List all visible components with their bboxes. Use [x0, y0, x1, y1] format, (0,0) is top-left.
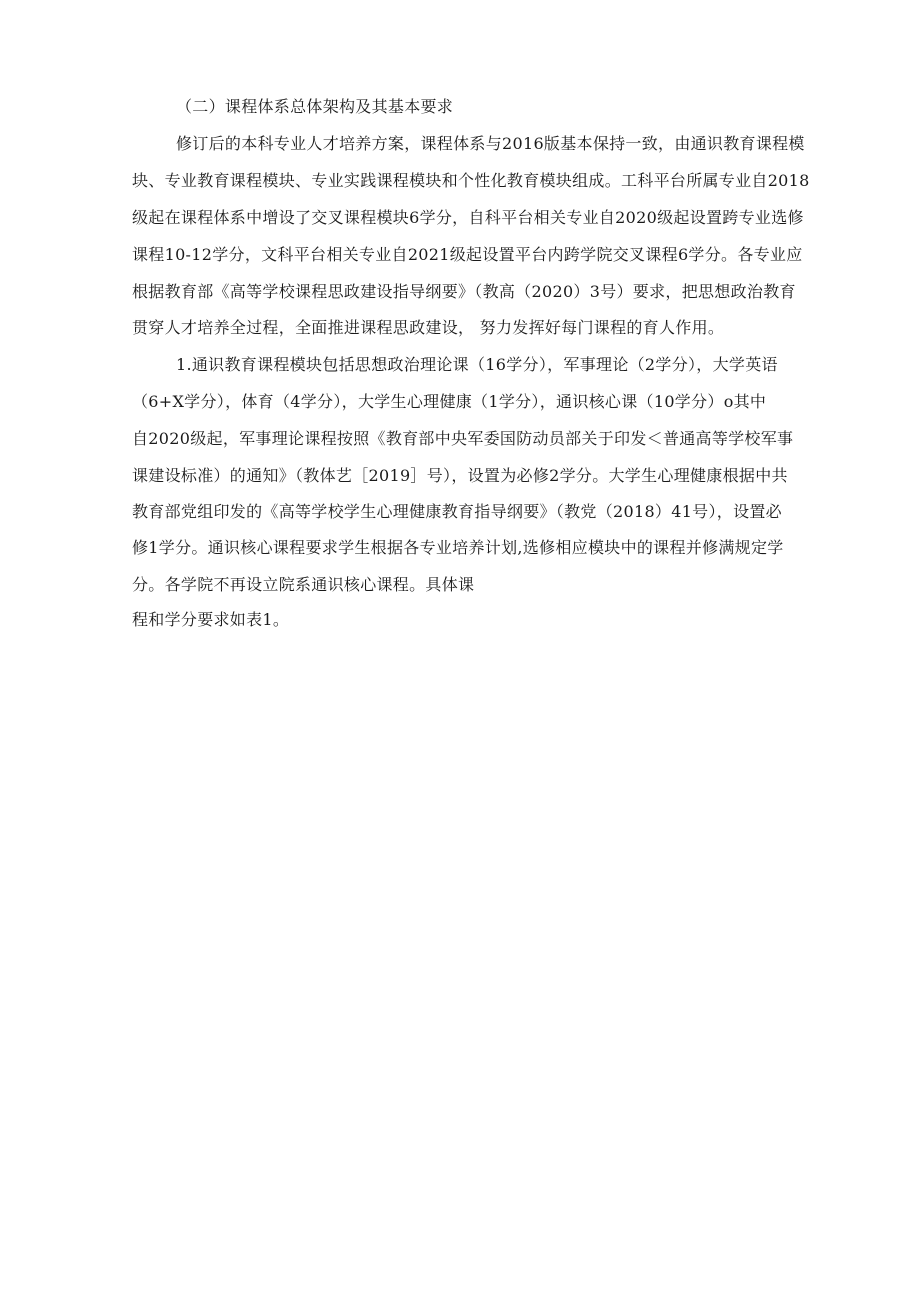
paragraph2-line-8: 程和学分要求如表1。 [132, 610, 290, 629]
paragraph2-line-4: 课建设标准）的通知》（教体艺［2019］号），设置为必修2学分。大学生心理健康根据中共 [132, 466, 788, 485]
paragraph2-line-7: 分。各学院不再设立院系通识核心课程。具体课 [132, 575, 475, 594]
paragraph1-line-1: 修订后的本科专业人才培养方案，课程体系与2016版基本保持一致，由通识教育课程模 [176, 134, 805, 153]
paragraph2-line-3: 自2020级起，军事理论课程按照《教育部中央军委国防动员部关于印发＜普通高等学校军事 [132, 429, 794, 448]
paragraph1-line-4: 课程10-12学分，文科平台相关专业自2021级起设置平台内跨学院交叉课程6学分。各专业应 [132, 245, 803, 264]
paragraph1-line-5: 根据教育部《高等学校课程思政建设指导纲要》（教高（2020）3号）要求，把思想政治教育 [132, 282, 796, 301]
paragraph1-line-2: 块、专业教育课程模块、专业实践课程模块和个性化教育模块组成。工科平台所属专业自2018 [132, 171, 810, 190]
section-heading: （二）课程体系总体架构及其基本要求 [176, 97, 454, 116]
paragraph2-line-2: （6+X学分），体育（4学分），大学生心理健康（1学分），通识核心课（10学分）o其中 [132, 392, 767, 411]
paragraph1-line-3: 级起在课程体系中增设了交叉课程模块6学分，自科平台相关专业自2020级起设置跨专业选修 [132, 208, 804, 227]
paragraph2-line-1: 1.通识教育课程模块包括思想政治理论课（16学分），军事理论（2学分），大学英语 [176, 355, 778, 374]
paragraph2-line-6: 修1学分。通识核心课程要求学生根据各专业培养计划,选修相应模块中的课程并修满规定学 [132, 538, 784, 557]
paragraph2-line-5: 教育部党组印发的《高等学校学生心理健康教育指导纲要》（教党（2018）41号），设置必 [132, 502, 782, 521]
paragraph1-line-6: 贯穿人才培养全过程，全面推进课程思政建设， 努力发挥好每门课程的育人作用。 [132, 318, 725, 337]
